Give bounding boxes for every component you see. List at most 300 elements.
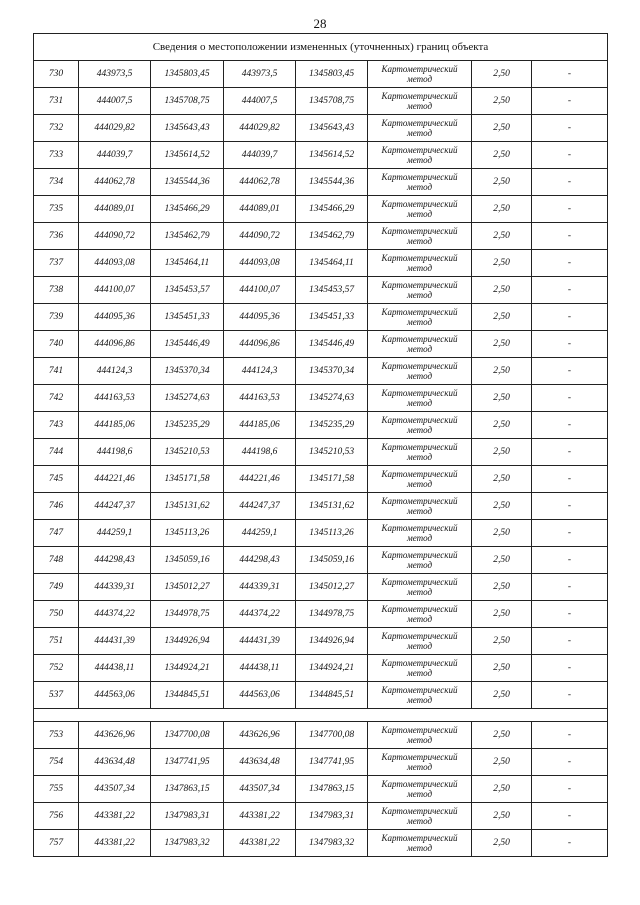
table-row — [34, 277, 608, 304]
method-text: метод — [406, 762, 433, 772]
precision-cell: 2,50 — [472, 776, 532, 803]
method-text: метод — [406, 587, 433, 597]
method-cell — [368, 628, 472, 655]
x-coordinate-new-cell: 444096,86 — [224, 331, 296, 358]
method-text: Картометрический — [381, 64, 458, 74]
x-coordinate-existing-cell: 444438,11 — [79, 655, 151, 682]
y-coordinate-new-cell: 1345453,57 — [296, 277, 368, 304]
table-row — [34, 439, 608, 466]
note-cell: - — [532, 466, 608, 493]
table-row — [34, 682, 608, 709]
y-coordinate-existing-cell: 1345235,29 — [151, 412, 224, 439]
method-text: Картометрический — [381, 253, 458, 263]
method-text: Картометрический — [381, 442, 458, 452]
point-number-cell: 731 — [34, 88, 79, 115]
x-coordinate-new-cell: 443507,34 — [224, 776, 296, 803]
y-coordinate-existing-cell: 1345464,11 — [151, 250, 224, 277]
point-number-cell: 751 — [34, 628, 79, 655]
method-text: Картометрический — [381, 496, 458, 506]
y-coordinate-new-cell: 1345462,79 — [296, 223, 368, 250]
method-text: метод — [406, 290, 433, 300]
precision-cell: 2,50 — [472, 601, 532, 628]
y-coordinate-existing-cell: 1345451,33 — [151, 304, 224, 331]
y-coordinate-new-cell: 1345614,52 — [296, 142, 368, 169]
y-coordinate-existing-cell: 1345708,75 — [151, 88, 224, 115]
y-coordinate-new-cell: 1345803,45 — [296, 61, 368, 88]
method-text: Картометрический — [381, 118, 458, 128]
table-row — [34, 722, 608, 749]
precision-cell: 2,50 — [472, 466, 532, 493]
precision-cell: 2,50 — [472, 830, 532, 857]
method-text: Картометрический — [381, 604, 458, 614]
point-number-cell: 754 — [34, 749, 79, 776]
y-coordinate-existing-cell: 1345614,52 — [151, 142, 224, 169]
note-cell: - — [532, 142, 608, 169]
x-coordinate-new-cell: 444438,11 — [224, 655, 296, 682]
table-row — [34, 776, 608, 803]
table-row — [34, 830, 608, 857]
method-text: метод — [406, 533, 433, 543]
precision-cell: 2,50 — [472, 722, 532, 749]
y-coordinate-new-cell: 1345466,29 — [296, 196, 368, 223]
y-coordinate-existing-cell: 1345803,45 — [151, 61, 224, 88]
note-cell: - — [532, 115, 608, 142]
precision-cell: 2,50 — [472, 169, 532, 196]
y-coordinate-new-cell: 1345210,53 — [296, 439, 368, 466]
y-coordinate-existing-cell: 1344845,51 — [151, 682, 224, 709]
point-number-cell: 753 — [34, 722, 79, 749]
y-coordinate-new-cell: 1347863,15 — [296, 776, 368, 803]
method-cell — [368, 547, 472, 574]
table-row — [34, 412, 608, 439]
note-cell: - — [532, 601, 608, 628]
method-text: метод — [406, 74, 433, 84]
note-cell: - — [532, 830, 608, 857]
x-coordinate-new-cell: 444185,06 — [224, 412, 296, 439]
precision-cell: 2,50 — [472, 749, 532, 776]
y-coordinate-new-cell: 1345464,11 — [296, 250, 368, 277]
precision-cell: 2,50 — [472, 385, 532, 412]
method-text: Картометрический — [381, 806, 458, 816]
point-number-cell: 735 — [34, 196, 79, 223]
y-coordinate-new-cell: 1345171,58 — [296, 466, 368, 493]
x-coordinate-new-cell: 444095,36 — [224, 304, 296, 331]
boundary-coordinates-table — [33, 33, 608, 857]
table-row — [34, 466, 608, 493]
method-text: Картометрический — [381, 577, 458, 587]
y-coordinate-new-cell: 1345113,26 — [296, 520, 368, 547]
note-cell: - — [532, 655, 608, 682]
y-coordinate-existing-cell: 1344926,94 — [151, 628, 224, 655]
method-cell — [368, 601, 472, 628]
y-coordinate-new-cell: 1347983,32 — [296, 830, 368, 857]
note-cell: - — [532, 61, 608, 88]
x-coordinate-existing-cell: 444095,36 — [79, 304, 151, 331]
x-coordinate-existing-cell: 444247,37 — [79, 493, 151, 520]
x-coordinate-existing-cell: 444093,08 — [79, 250, 151, 277]
x-coordinate-existing-cell: 444221,46 — [79, 466, 151, 493]
y-coordinate-existing-cell: 1345446,49 — [151, 331, 224, 358]
x-coordinate-existing-cell: 444185,06 — [79, 412, 151, 439]
x-coordinate-existing-cell: 444563,06 — [79, 682, 151, 709]
method-cell — [368, 385, 472, 412]
note-cell: - — [532, 223, 608, 250]
x-coordinate-new-cell: 444298,43 — [224, 547, 296, 574]
method-text: метод — [406, 155, 433, 165]
note-cell: - — [532, 520, 608, 547]
x-coordinate-new-cell: 444259,1 — [224, 520, 296, 547]
point-number-cell: 738 — [34, 277, 79, 304]
note-cell: - — [532, 547, 608, 574]
x-coordinate-new-cell: 443626,96 — [224, 722, 296, 749]
method-text: метод — [406, 398, 433, 408]
precision-cell: 2,50 — [472, 88, 532, 115]
method-text: Картометрический — [381, 752, 458, 762]
x-coordinate-existing-cell: 444374,22 — [79, 601, 151, 628]
y-coordinate-new-cell: 1345235,29 — [296, 412, 368, 439]
y-coordinate-new-cell: 1345274,63 — [296, 385, 368, 412]
table-row — [34, 331, 608, 358]
y-coordinate-existing-cell: 1345453,57 — [151, 277, 224, 304]
method-cell — [368, 169, 472, 196]
y-coordinate-existing-cell: 1344978,75 — [151, 601, 224, 628]
method-text: Картометрический — [381, 199, 458, 209]
point-number-cell: 733 — [34, 142, 79, 169]
table-row — [34, 385, 608, 412]
point-number-cell: 752 — [34, 655, 79, 682]
point-number-cell: 737 — [34, 250, 79, 277]
note-cell: - — [532, 196, 608, 223]
table-row — [34, 628, 608, 655]
method-text: метод — [406, 641, 433, 651]
method-text: метод — [406, 614, 433, 624]
method-cell — [368, 439, 472, 466]
x-coordinate-existing-cell: 443626,96 — [79, 722, 151, 749]
point-number-cell: 741 — [34, 358, 79, 385]
x-coordinate-new-cell: 444039,7 — [224, 142, 296, 169]
y-coordinate-existing-cell: 1344924,21 — [151, 655, 224, 682]
note-cell: - — [532, 628, 608, 655]
table-row — [34, 115, 608, 142]
table-row — [34, 749, 608, 776]
x-coordinate-existing-cell: 444259,1 — [79, 520, 151, 547]
table-title: Сведения о местоположении измененных (уточненных) границ объекта — [34, 34, 608, 61]
precision-cell: 2,50 — [472, 547, 532, 574]
note-cell: - — [532, 722, 608, 749]
precision-cell: 2,50 — [472, 250, 532, 277]
x-coordinate-existing-cell: 443381,22 — [79, 830, 151, 857]
y-coordinate-existing-cell: 1345643,43 — [151, 115, 224, 142]
x-coordinate-new-cell: 444198,6 — [224, 439, 296, 466]
y-coordinate-existing-cell: 1347983,31 — [151, 803, 224, 830]
table-row — [34, 169, 608, 196]
table-row — [34, 520, 608, 547]
method-text: метод — [406, 371, 433, 381]
table-row — [34, 304, 608, 331]
note-cell: - — [532, 749, 608, 776]
y-coordinate-new-cell: 1345131,62 — [296, 493, 368, 520]
point-number-cell: 750 — [34, 601, 79, 628]
point-number-cell: 757 — [34, 830, 79, 857]
table-row — [34, 803, 608, 830]
method-cell — [368, 655, 472, 682]
x-coordinate-existing-cell: 444124,3 — [79, 358, 151, 385]
y-coordinate-new-cell: 1344978,75 — [296, 601, 368, 628]
point-number-cell: 732 — [34, 115, 79, 142]
page-number: 28 — [313, 16, 327, 31]
y-coordinate-existing-cell: 1345059,16 — [151, 547, 224, 574]
y-coordinate-existing-cell: 1347741,95 — [151, 749, 224, 776]
method-text: метод — [406, 479, 433, 489]
point-number-cell: 537 — [34, 682, 79, 709]
y-coordinate-new-cell: 1345544,36 — [296, 169, 368, 196]
method-text: Картометрический — [381, 388, 458, 398]
x-coordinate-new-cell: 444374,22 — [224, 601, 296, 628]
y-coordinate-existing-cell: 1347983,32 — [151, 830, 224, 857]
point-number-cell: 756 — [34, 803, 79, 830]
table-row — [34, 250, 608, 277]
method-text: метод — [406, 695, 433, 705]
method-text: Картометрический — [381, 415, 458, 425]
x-coordinate-existing-cell: 444089,01 — [79, 196, 151, 223]
method-text: метод — [406, 668, 433, 678]
x-coordinate-existing-cell: 444100,07 — [79, 277, 151, 304]
method-text: Картометрический — [381, 172, 458, 182]
method-text: Картометрический — [381, 685, 458, 695]
y-coordinate-new-cell: 1345059,16 — [296, 547, 368, 574]
y-coordinate-new-cell: 1347741,95 — [296, 749, 368, 776]
y-coordinate-new-cell: 1345370,34 — [296, 358, 368, 385]
note-cell: - — [532, 385, 608, 412]
note-cell: - — [532, 776, 608, 803]
point-number-cell: 755 — [34, 776, 79, 803]
method-text: метод — [406, 816, 433, 826]
note-cell: - — [532, 574, 608, 601]
x-coordinate-new-cell: 444007,5 — [224, 88, 296, 115]
table-row — [34, 196, 608, 223]
y-coordinate-existing-cell: 1345370,34 — [151, 358, 224, 385]
x-coordinate-new-cell: 444100,07 — [224, 277, 296, 304]
x-coordinate-existing-cell: 444096,86 — [79, 331, 151, 358]
x-coordinate-new-cell: 443381,22 — [224, 803, 296, 830]
precision-cell: 2,50 — [472, 61, 532, 88]
x-coordinate-existing-cell: 443507,34 — [79, 776, 151, 803]
x-coordinate-new-cell: 444431,39 — [224, 628, 296, 655]
x-coordinate-existing-cell: 444007,5 — [79, 88, 151, 115]
y-coordinate-new-cell: 1347983,31 — [296, 803, 368, 830]
point-number-cell: 742 — [34, 385, 79, 412]
method-text: Картометрический — [381, 91, 458, 101]
y-coordinate-existing-cell: 1345012,27 — [151, 574, 224, 601]
precision-cell: 2,50 — [472, 574, 532, 601]
table-row — [34, 493, 608, 520]
x-coordinate-new-cell: 444089,01 — [224, 196, 296, 223]
precision-cell: 2,50 — [472, 142, 532, 169]
precision-cell: 2,50 — [472, 803, 532, 830]
method-text: метод — [406, 560, 433, 570]
point-number-cell: 748 — [34, 547, 79, 574]
precision-cell: 2,50 — [472, 358, 532, 385]
table-row — [34, 358, 608, 385]
method-text: метод — [406, 425, 433, 435]
table-row — [34, 547, 608, 574]
x-coordinate-existing-cell: 444431,39 — [79, 628, 151, 655]
y-coordinate-existing-cell: 1345274,63 — [151, 385, 224, 412]
method-cell — [368, 682, 472, 709]
x-coordinate-new-cell: 444093,08 — [224, 250, 296, 277]
method-text: метод — [406, 735, 433, 745]
method-text: Картометрический — [381, 725, 458, 735]
method-text: метод — [406, 344, 433, 354]
method-cell — [368, 412, 472, 439]
x-coordinate-new-cell: 444062,78 — [224, 169, 296, 196]
method-text: Картометрический — [381, 469, 458, 479]
note-cell: - — [532, 412, 608, 439]
method-text: метод — [406, 843, 433, 853]
x-coordinate-existing-cell: 444090,72 — [79, 223, 151, 250]
method-cell — [368, 358, 472, 385]
note-cell: - — [532, 88, 608, 115]
table-row — [34, 574, 608, 601]
note-cell: - — [532, 358, 608, 385]
y-coordinate-new-cell: 1347700,08 — [296, 722, 368, 749]
y-coordinate-existing-cell: 1347863,15 — [151, 776, 224, 803]
precision-cell: 2,50 — [472, 304, 532, 331]
precision-cell: 2,50 — [472, 277, 532, 304]
method-text: Картометрический — [381, 145, 458, 155]
method-cell — [368, 250, 472, 277]
x-coordinate-new-cell: 444247,37 — [224, 493, 296, 520]
method-cell — [368, 722, 472, 749]
method-cell — [368, 520, 472, 547]
method-cell — [368, 88, 472, 115]
x-coordinate-existing-cell: 444029,82 — [79, 115, 151, 142]
precision-cell: 2,50 — [472, 628, 532, 655]
method-cell — [368, 304, 472, 331]
method-text: Картометрический — [381, 779, 458, 789]
y-coordinate-new-cell: 1345451,33 — [296, 304, 368, 331]
x-coordinate-existing-cell: 443381,22 — [79, 803, 151, 830]
method-text: метод — [406, 789, 433, 799]
y-coordinate-existing-cell: 1345544,36 — [151, 169, 224, 196]
method-text: метод — [406, 182, 433, 192]
note-cell: - — [532, 277, 608, 304]
x-coordinate-new-cell: 443381,22 — [224, 830, 296, 857]
precision-cell: 2,50 — [472, 331, 532, 358]
table-row — [34, 142, 608, 169]
precision-cell: 2,50 — [472, 520, 532, 547]
method-cell — [368, 749, 472, 776]
precision-cell: 2,50 — [472, 115, 532, 142]
x-coordinate-existing-cell: 444298,43 — [79, 547, 151, 574]
method-cell — [368, 331, 472, 358]
method-text: Картометрический — [381, 361, 458, 371]
method-text: Картометрический — [381, 658, 458, 668]
precision-cell: 2,50 — [472, 655, 532, 682]
y-coordinate-new-cell: 1345708,75 — [296, 88, 368, 115]
precision-cell: 2,50 — [472, 439, 532, 466]
x-coordinate-new-cell: 444221,46 — [224, 466, 296, 493]
y-coordinate-new-cell: 1344924,21 — [296, 655, 368, 682]
method-text: метод — [406, 317, 433, 327]
point-number-cell: 736 — [34, 223, 79, 250]
point-number-cell: 734 — [34, 169, 79, 196]
x-coordinate-new-cell: 443973,5 — [224, 61, 296, 88]
note-cell: - — [532, 250, 608, 277]
point-number-cell: 745 — [34, 466, 79, 493]
y-coordinate-existing-cell: 1345113,26 — [151, 520, 224, 547]
x-coordinate-new-cell: 444029,82 — [224, 115, 296, 142]
method-cell — [368, 466, 472, 493]
note-cell: - — [532, 331, 608, 358]
y-coordinate-existing-cell: 1345210,53 — [151, 439, 224, 466]
point-number-cell: 730 — [34, 61, 79, 88]
y-coordinate-new-cell: 1345012,27 — [296, 574, 368, 601]
method-cell — [368, 61, 472, 88]
method-cell — [368, 574, 472, 601]
method-text: Картометрический — [381, 833, 458, 843]
precision-cell: 2,50 — [472, 493, 532, 520]
point-number-cell: 744 — [34, 439, 79, 466]
x-coordinate-existing-cell: 444062,78 — [79, 169, 151, 196]
method-text: Картометрический — [381, 307, 458, 317]
group-separator-row — [34, 709, 608, 722]
x-coordinate-new-cell: 443634,48 — [224, 749, 296, 776]
method-cell — [368, 223, 472, 250]
note-cell: - — [532, 169, 608, 196]
point-number-cell: 746 — [34, 493, 79, 520]
method-cell — [368, 803, 472, 830]
point-number-cell: 743 — [34, 412, 79, 439]
method-text: Картометрический — [381, 550, 458, 560]
precision-cell: 2,50 — [472, 196, 532, 223]
method-text: метод — [406, 263, 433, 273]
y-coordinate-existing-cell: 1345466,29 — [151, 196, 224, 223]
note-cell: - — [532, 682, 608, 709]
point-number-cell: 747 — [34, 520, 79, 547]
method-text: метод — [406, 101, 433, 111]
y-coordinate-new-cell: 1345643,43 — [296, 115, 368, 142]
x-coordinate-existing-cell: 443973,5 — [79, 61, 151, 88]
method-cell — [368, 277, 472, 304]
x-coordinate-existing-cell: 444198,6 — [79, 439, 151, 466]
precision-cell: 2,50 — [472, 223, 532, 250]
y-coordinate-new-cell: 1345446,49 — [296, 331, 368, 358]
method-text: Картометрический — [381, 226, 458, 236]
note-cell: - — [532, 493, 608, 520]
method-cell — [368, 115, 472, 142]
method-text: метод — [406, 452, 433, 462]
y-coordinate-existing-cell: 1345131,62 — [151, 493, 224, 520]
x-coordinate-new-cell: 444124,3 — [224, 358, 296, 385]
note-cell: - — [532, 439, 608, 466]
table-row — [34, 223, 608, 250]
precision-cell: 2,50 — [472, 412, 532, 439]
method-text: метод — [406, 128, 433, 138]
x-coordinate-new-cell: 444563,06 — [224, 682, 296, 709]
group-separator-cell — [34, 709, 608, 722]
method-text: Картометрический — [381, 523, 458, 533]
x-coordinate-existing-cell: 444163,53 — [79, 385, 151, 412]
method-text: метод — [406, 209, 433, 219]
x-coordinate-existing-cell: 444039,7 — [79, 142, 151, 169]
table-row — [34, 88, 608, 115]
table-header-row — [34, 34, 608, 61]
method-text: Картометрический — [381, 334, 458, 344]
point-number-cell: 740 — [34, 331, 79, 358]
y-coordinate-existing-cell: 1345171,58 — [151, 466, 224, 493]
note-cell: - — [532, 304, 608, 331]
